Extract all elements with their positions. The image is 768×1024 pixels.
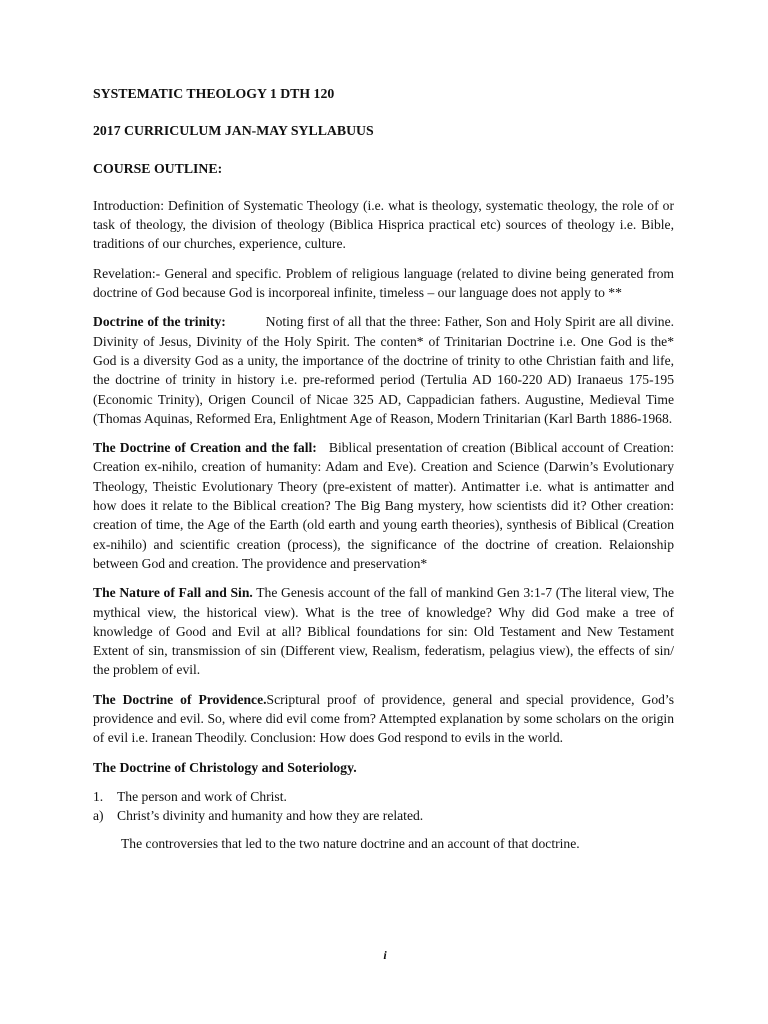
providence-paragraph [93,690,674,748]
trinity-heading: Doctrine of the trinity: [93,314,226,330]
course-outline-heading: COURSE OUTLINE: [93,160,223,176]
providence-text: Scriptural proof of providence, general and special providence, God’s providence and evil. So, where did evil come from? Attempted explanation by some scholars on the origin of evil i.e. Iranean Theodily. Conclusion: How does God respond to evils in the world. [93,691,674,746]
indented-paragraph: The controversies that led to the two nature doctrine and an account of that doctrine. [121,835,580,851]
trinity-paragraph [93,312,674,428]
trinity-text: Noting first of all that the three: Father, Son and Holy Spirit are all divine. Divinity of Jesus, Divinity of the Holy Spirit. The conten* of Trinitarian Doctrine i.e. One God is the* God is a diversity God as a unity, the importance of the doctrine of trinity to othe Christian faith and life, the doctrine of trinity in history i.e. pre-reformed period (Tertulia AD 160-220 AD) Iranaeus 175-195 (Economic Trinity), Origen Council of Nicae 325 AD, Cappadician fathers. Augustine, Medieval Time (Thomas Aquinas, Reformed Era, Enlightment Age of Reason, Modern Trinitarian (Karl Barth 1886-1968. [93,314,674,426]
list-item-text: The person and work of Christ. [117,788,287,804]
list-item-text: Christ’s divinity and humanity and how they are related. [117,808,424,824]
creation-text: Biblical presentation of creation (Biblical account of Creation: Creation ex-nihilo, creation of humanity: Adam and Eve). Creation and Science (Darwin’s Evolutionary Theology, Theistic Evolutionary Theory (pre-existent of matter). Antimatter i.e. what is antimatter and how does it relate to the Biblical creation? The Big Bang mystery, how scientists did it? Other creation: creation of time, the Age of the Earth (old earth and young earth theories), synthesis of Biblical (Creation ex-nihilo) and scientific creation (process), the significance of the doctrine of creation. Relaionship between God and creation. The providence and preservation* [93,440,675,571]
providence-heading: The Doctrine of Providence. [93,691,267,707]
fall-heading: The Nature of Fall and Sin. [93,585,253,601]
fall-text: The Genesis account of the fall of mankind Gen 3:1-7 (The literal view, The mythical view, the historical view). What is the tree of knowledge? Why did God make a tree of knowledge of Good and Evil at all? Biblical foundations for sin: Old Testament and New Testament Extent of sin, transmission of sin (Different view, Realism, federatism, pelagius view), the effects of sin/ the problem of evil. [93,585,674,678]
list-item [93,787,674,806]
document-title: SYSTEMATIC THEOLOGY 1 DTH 120 [93,86,335,101]
christology-heading: The Doctrine of Christology and Soteriology. [93,759,357,775]
revelation-paragraph: Revelation:- General and specific. Problem of religious language (related to divine being generated from doctrine of God because God is incorporeal infinite, timeless – our language does not apply to ** [93,265,674,301]
creation-heading: The Doctrine of Creation and the fall: [93,440,317,456]
list-item [93,806,674,825]
list-marker: 1. [93,788,104,804]
document-subtitle: 2017 CURRICULUM JAN-MAY SYLLABUUS [93,123,374,139]
page-number: i [383,948,387,962]
creation-paragraph [93,438,674,573]
list-marker: a) [93,808,104,824]
introduction-paragraph: Introduction: Definition of Systematic Theology (i.e. what is theology, systematic theology, the role of or task of theology, the division of theology (Biblica Hisprica practical etc) sources of theology i.e. Bible, traditions of our churches, experience, culture. [93,197,674,252]
fall-paragraph [93,583,674,679]
document-body [93,84,674,853]
